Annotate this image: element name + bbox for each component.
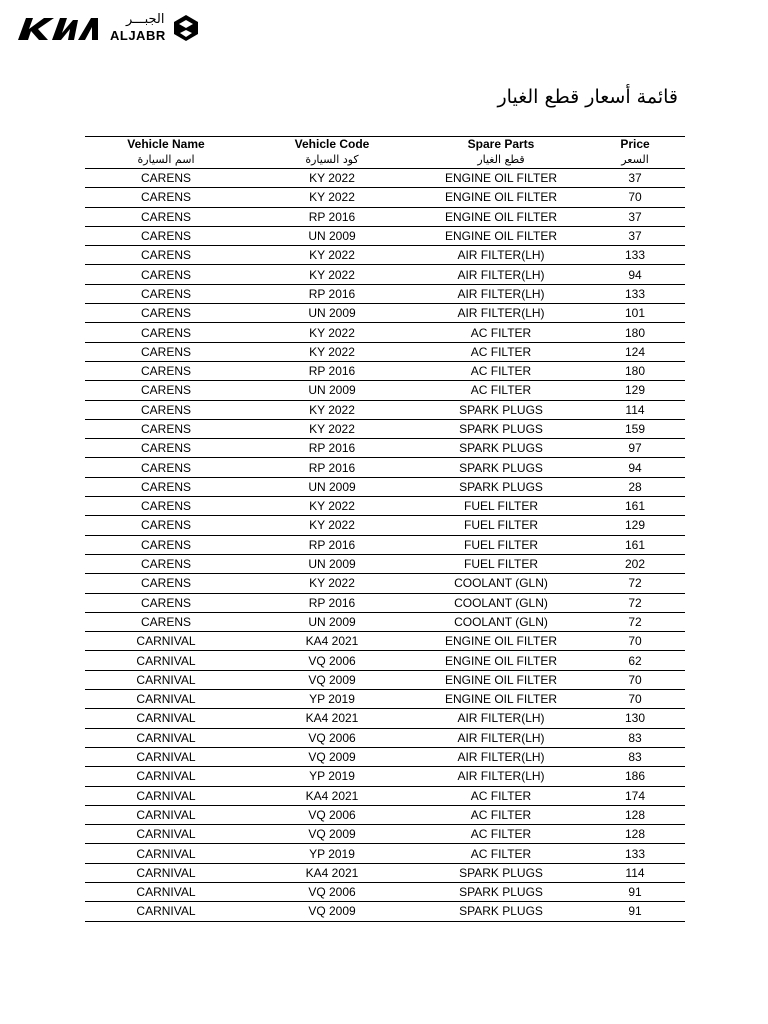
cell-price: 128 (585, 805, 685, 824)
cell-vehicle-code: VQ 2009 (247, 902, 417, 921)
table-row (85, 632, 685, 651)
cell-vehicle-name: CARENS (85, 497, 247, 516)
table-row (85, 458, 685, 477)
cell-vehicle-name: CARENS (85, 246, 247, 265)
cell-spare-part: ENGINE OIL FILTER (417, 690, 585, 709)
table-row (85, 825, 685, 844)
page-header (18, 12, 218, 46)
cell-price: 97 (585, 439, 685, 458)
cell-spare-part: SPARK PLUGS (417, 439, 585, 458)
cell-vehicle-code: VQ 2009 (247, 747, 417, 766)
table-row (85, 863, 685, 882)
cell-vehicle-code: KY 2022 (247, 246, 417, 265)
table-row (85, 670, 685, 689)
cell-vehicle-name: CARENS (85, 169, 247, 188)
table-row (85, 497, 685, 516)
column-header-vehicle-name: Vehicle Name (85, 137, 247, 153)
cell-price: 28 (585, 477, 685, 496)
table-row (85, 902, 685, 921)
cell-price: 70 (585, 670, 685, 689)
table-row (85, 709, 685, 728)
cell-vehicle-code: UN 2009 (247, 226, 417, 245)
cell-spare-part: ENGINE OIL FILTER (417, 188, 585, 207)
cell-spare-part: ENGINE OIL FILTER (417, 632, 585, 651)
table-row (85, 169, 685, 188)
cell-vehicle-name: CARNIVAL (85, 786, 247, 805)
cell-vehicle-code: UN 2009 (247, 554, 417, 573)
cell-vehicle-name: CARENS (85, 574, 247, 593)
cell-spare-part: AC FILTER (417, 825, 585, 844)
table-row (85, 593, 685, 612)
table-row (85, 728, 685, 747)
cell-vehicle-name: CARNIVAL (85, 902, 247, 921)
cell-vehicle-code: KY 2022 (247, 400, 417, 419)
column-header-spare-parts: Spare Parts (417, 137, 585, 153)
table-row (85, 361, 685, 380)
cell-spare-part: AC FILTER (417, 323, 585, 342)
cell-vehicle-code: VQ 2009 (247, 670, 417, 689)
cell-spare-part: AC FILTER (417, 786, 585, 805)
cell-vehicle-code: KA4 2021 (247, 709, 417, 728)
cell-spare-part: SPARK PLUGS (417, 400, 585, 419)
table-row (85, 439, 685, 458)
cell-price: 114 (585, 863, 685, 882)
table-row (85, 747, 685, 766)
cell-vehicle-code: KY 2022 (247, 323, 417, 342)
cell-spare-part: COOLANT (GLN) (417, 612, 585, 631)
cell-spare-part: AIR FILTER(LH) (417, 747, 585, 766)
aljabr-mark-icon (172, 14, 200, 42)
cell-vehicle-name: CARNIVAL (85, 651, 247, 670)
cell-vehicle-code: RP 2016 (247, 207, 417, 226)
table-row (85, 381, 685, 400)
table-row (85, 323, 685, 342)
cell-vehicle-name: CARNIVAL (85, 709, 247, 728)
cell-vehicle-name: CARENS (85, 265, 247, 284)
cell-vehicle-code: KY 2022 (247, 497, 417, 516)
column-header-vehicle-name-ar: اسم السيارة (137, 153, 195, 166)
cell-vehicle-name: CARENS (85, 361, 247, 380)
cell-price: 70 (585, 690, 685, 709)
cell-vehicle-code: KY 2022 (247, 574, 417, 593)
cell-vehicle-name: CARENS (85, 612, 247, 631)
cell-spare-part: AC FILTER (417, 381, 585, 400)
cell-price: 94 (585, 458, 685, 477)
cell-vehicle-code: KY 2022 (247, 169, 417, 188)
cell-vehicle-name: CARENS (85, 419, 247, 438)
cell-price: 37 (585, 207, 685, 226)
cell-vehicle-name: CARNIVAL (85, 863, 247, 882)
cell-vehicle-code: UN 2009 (247, 477, 417, 496)
cell-spare-part: ENGINE OIL FILTER (417, 169, 585, 188)
table-row (85, 342, 685, 361)
cell-vehicle-code: YP 2019 (247, 767, 417, 786)
cell-vehicle-code: KY 2022 (247, 419, 417, 438)
cell-vehicle-code: UN 2009 (247, 304, 417, 323)
cell-spare-part: AC FILTER (417, 361, 585, 380)
cell-vehicle-code: KY 2022 (247, 265, 417, 284)
table-body (85, 169, 685, 922)
cell-price: 130 (585, 709, 685, 728)
cell-vehicle-code: YP 2019 (247, 844, 417, 863)
cell-price: 83 (585, 728, 685, 747)
cell-price: 133 (585, 844, 685, 863)
header-row-english (85, 137, 685, 153)
table-row (85, 246, 685, 265)
table-row (85, 284, 685, 303)
cell-price: 186 (585, 767, 685, 786)
header-row-arabic (85, 152, 685, 169)
cell-vehicle-code: KA4 2021 (247, 863, 417, 882)
cell-vehicle-name: CARNIVAL (85, 844, 247, 863)
table-row (85, 226, 685, 245)
cell-vehicle-name: CARNIVAL (85, 825, 247, 844)
table-row (85, 786, 685, 805)
cell-spare-part: SPARK PLUGS (417, 477, 585, 496)
table-row (85, 805, 685, 824)
cell-vehicle-code: VQ 2006 (247, 651, 417, 670)
cell-spare-part: SPARK PLUGS (417, 902, 585, 921)
table-row (85, 419, 685, 438)
cell-vehicle-code: VQ 2009 (247, 825, 417, 844)
cell-price: 180 (585, 323, 685, 342)
cell-vehicle-code: KA4 2021 (247, 786, 417, 805)
cell-spare-part: SPARK PLUGS (417, 882, 585, 901)
cell-price: 180 (585, 361, 685, 380)
cell-vehicle-code: KY 2022 (247, 342, 417, 361)
cell-vehicle-code: RP 2016 (247, 535, 417, 554)
cell-spare-part: SPARK PLUGS (417, 458, 585, 477)
cell-price: 161 (585, 535, 685, 554)
cell-vehicle-name: CARENS (85, 477, 247, 496)
table-row (85, 477, 685, 496)
cell-price: 70 (585, 188, 685, 207)
column-header-vehicle-code: Vehicle Code (247, 137, 417, 153)
cell-vehicle-code: VQ 2006 (247, 882, 417, 901)
column-header-vehicle-code-ar: كود السيارة (305, 153, 359, 166)
cell-vehicle-name: CARNIVAL (85, 767, 247, 786)
cell-vehicle-name: CARENS (85, 593, 247, 612)
cell-price: 133 (585, 246, 685, 265)
cell-vehicle-name: CARNIVAL (85, 728, 247, 747)
table-row (85, 882, 685, 901)
cell-vehicle-name: CARNIVAL (85, 690, 247, 709)
cell-vehicle-name: CARENS (85, 323, 247, 342)
cell-vehicle-name: CARENS (85, 516, 247, 535)
cell-spare-part: AC FILTER (417, 805, 585, 824)
cell-spare-part: COOLANT (GLN) (417, 593, 585, 612)
column-header-price-ar: السعر (621, 153, 649, 166)
cell-vehicle-name: CARENS (85, 554, 247, 573)
cell-vehicle-name: CARNIVAL (85, 632, 247, 651)
cell-price: 101 (585, 304, 685, 323)
cell-spare-part: COOLANT (GLN) (417, 574, 585, 593)
table-row (85, 207, 685, 226)
cell-spare-part: AIR FILTER(LH) (417, 265, 585, 284)
table-row (85, 844, 685, 863)
cell-spare-part: FUEL FILTER (417, 554, 585, 573)
cell-vehicle-name: CARENS (85, 439, 247, 458)
cell-spare-part: AIR FILTER(LH) (417, 304, 585, 323)
cell-spare-part: FUEL FILTER (417, 497, 585, 516)
cell-spare-part: FUEL FILTER (417, 516, 585, 535)
table-row (85, 574, 685, 593)
table-row (85, 304, 685, 323)
cell-spare-part: FUEL FILTER (417, 535, 585, 554)
cell-vehicle-code: RP 2016 (247, 439, 417, 458)
cell-spare-part: ENGINE OIL FILTER (417, 670, 585, 689)
cell-price: 83 (585, 747, 685, 766)
cell-spare-part: SPARK PLUGS (417, 419, 585, 438)
column-header-spare-parts-ar: قطع الغيار (477, 153, 525, 166)
price-list-table (85, 136, 685, 922)
cell-spare-part: ENGINE OIL FILTER (417, 207, 585, 226)
cell-vehicle-name: CARNIVAL (85, 805, 247, 824)
table-row (85, 690, 685, 709)
cell-vehicle-code: RP 2016 (247, 458, 417, 477)
cell-price: 159 (585, 419, 685, 438)
cell-vehicle-name: CARENS (85, 226, 247, 245)
cell-price: 128 (585, 825, 685, 844)
cell-vehicle-code: RP 2016 (247, 284, 417, 303)
cell-spare-part: ENGINE OIL FILTER (417, 226, 585, 245)
cell-price: 129 (585, 381, 685, 400)
cell-vehicle-name: CARNIVAL (85, 670, 247, 689)
cell-price: 72 (585, 612, 685, 631)
cell-price: 37 (585, 169, 685, 188)
cell-spare-part: SPARK PLUGS (417, 863, 585, 882)
cell-vehicle-code: KY 2022 (247, 188, 417, 207)
cell-price: 91 (585, 882, 685, 901)
table-row (85, 767, 685, 786)
cell-price: 37 (585, 226, 685, 245)
cell-price: 72 (585, 593, 685, 612)
cell-vehicle-code: RP 2016 (247, 361, 417, 380)
cell-price: 62 (585, 651, 685, 670)
cell-price: 202 (585, 554, 685, 573)
cell-vehicle-name: CARENS (85, 207, 247, 226)
cell-vehicle-code: YP 2019 (247, 690, 417, 709)
dealer-name-english: ALJABR (110, 28, 166, 43)
cell-vehicle-name: CARNIVAL (85, 882, 247, 901)
cell-vehicle-code: KA4 2021 (247, 632, 417, 651)
kia-logo (18, 16, 98, 42)
cell-spare-part: AIR FILTER(LH) (417, 728, 585, 747)
document-title: قائمة أسعار قطع الغيار (497, 86, 678, 108)
cell-vehicle-name: CARENS (85, 400, 247, 419)
cell-vehicle-code: VQ 2006 (247, 805, 417, 824)
table-row (85, 535, 685, 554)
table-row (85, 612, 685, 631)
cell-price: 161 (585, 497, 685, 516)
cell-spare-part: AIR FILTER(LH) (417, 767, 585, 786)
table-row (85, 651, 685, 670)
cell-vehicle-name: CARENS (85, 342, 247, 361)
table-row (85, 516, 685, 535)
cell-vehicle-code: KY 2022 (247, 516, 417, 535)
cell-price: 129 (585, 516, 685, 535)
cell-price: 70 (585, 632, 685, 651)
cell-vehicle-name: CARENS (85, 458, 247, 477)
cell-vehicle-name: CARENS (85, 188, 247, 207)
cell-spare-part: AIR FILTER(LH) (417, 284, 585, 303)
cell-price: 174 (585, 786, 685, 805)
table-row (85, 188, 685, 207)
dealer-name-arabic: الجبـــر (126, 12, 165, 27)
aljabr-logo (110, 12, 220, 46)
cell-vehicle-name: CARNIVAL (85, 747, 247, 766)
cell-vehicle-code: UN 2009 (247, 612, 417, 631)
table-row (85, 400, 685, 419)
cell-vehicle-name: CARENS (85, 284, 247, 303)
cell-spare-part: AC FILTER (417, 342, 585, 361)
cell-spare-part: AC FILTER (417, 844, 585, 863)
cell-price: 72 (585, 574, 685, 593)
cell-price: 91 (585, 902, 685, 921)
cell-price: 124 (585, 342, 685, 361)
column-header-price: Price (585, 137, 685, 153)
cell-price: 133 (585, 284, 685, 303)
cell-vehicle-code: RP 2016 (247, 593, 417, 612)
cell-spare-part: AIR FILTER(LH) (417, 246, 585, 265)
cell-vehicle-code: VQ 2006 (247, 728, 417, 747)
cell-vehicle-name: CARENS (85, 535, 247, 554)
cell-spare-part: ENGINE OIL FILTER (417, 651, 585, 670)
table-row (85, 554, 685, 573)
cell-vehicle-name: CARENS (85, 304, 247, 323)
cell-spare-part: AIR FILTER(LH) (417, 709, 585, 728)
table-row (85, 265, 685, 284)
cell-price: 114 (585, 400, 685, 419)
cell-vehicle-code: UN 2009 (247, 381, 417, 400)
cell-price: 94 (585, 265, 685, 284)
cell-vehicle-name: CARENS (85, 381, 247, 400)
